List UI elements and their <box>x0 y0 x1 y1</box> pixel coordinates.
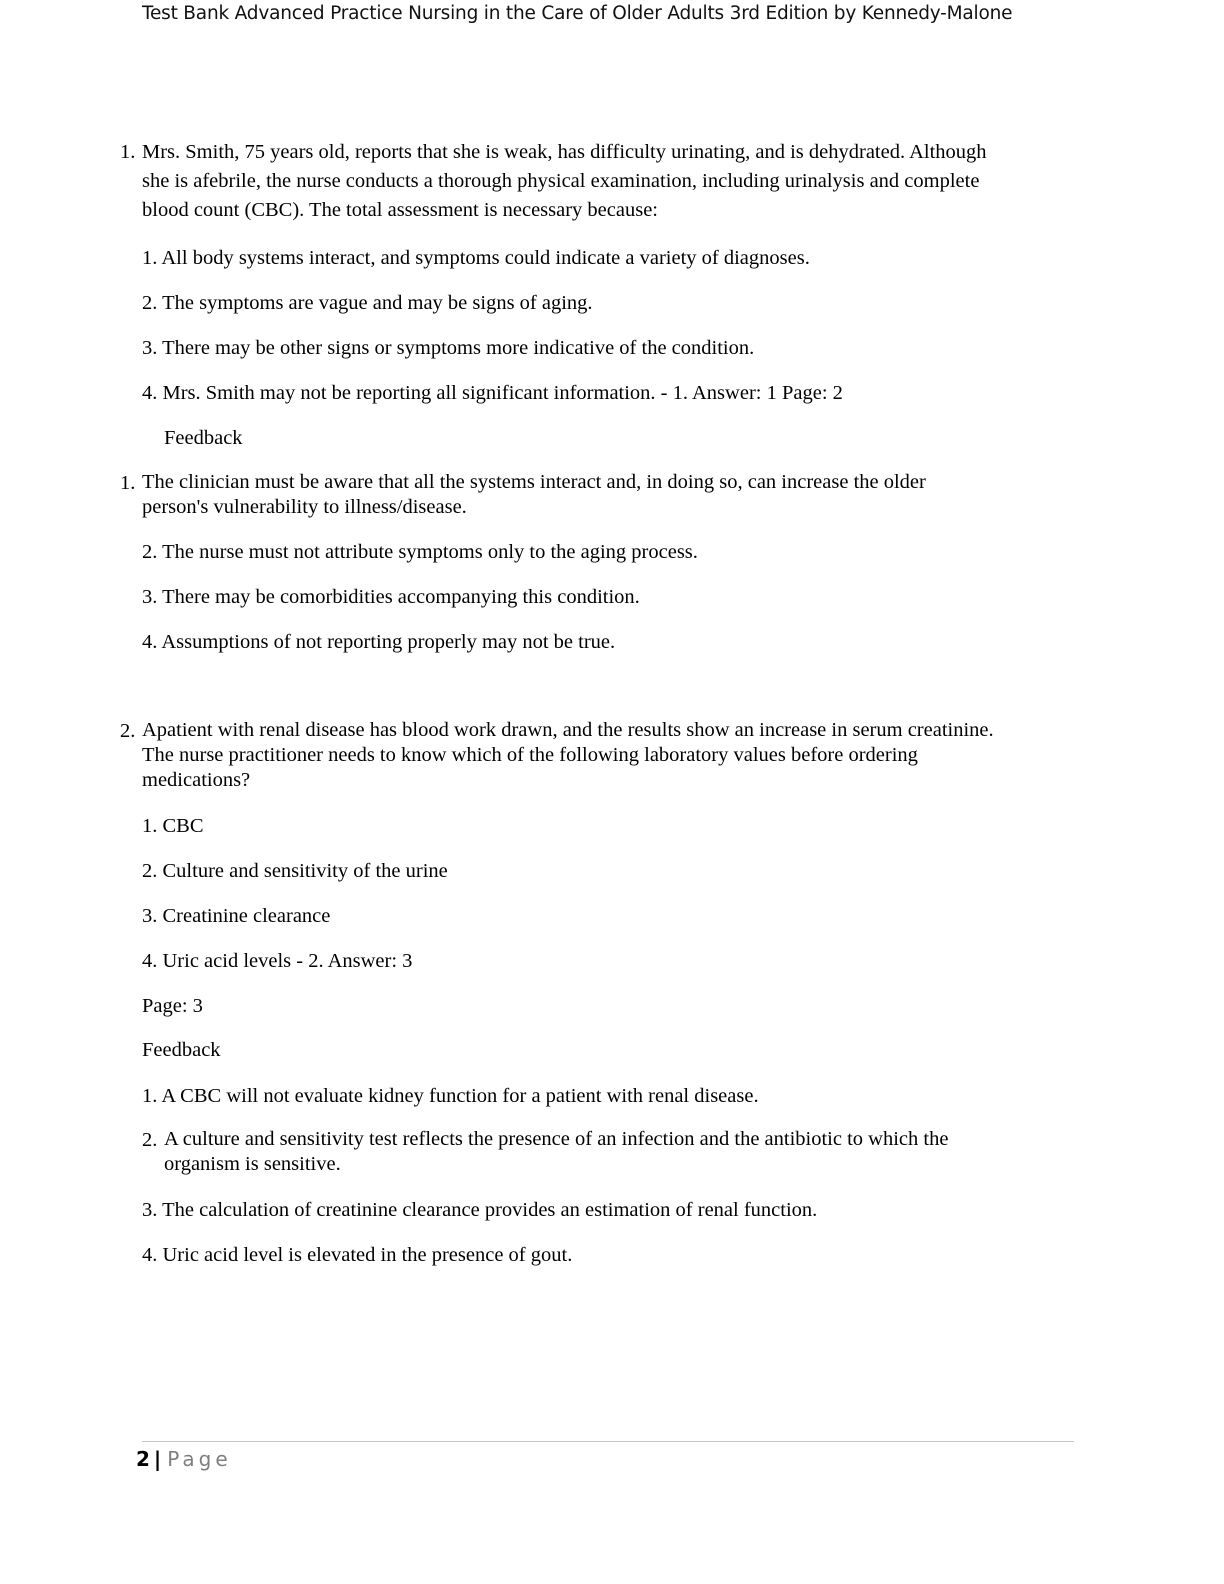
feedback-item: 4. Assumptions of not reporting properly may not be true. <box>142 631 616 653</box>
feedback-item: 4. Uric acid level is elevated in the presence of gout. <box>142 1244 573 1266</box>
stem-line: The nurse practitioner needs to know which of the following laboratory values before ordering <box>142 744 918 766</box>
answer-option: 1. CBC <box>142 815 204 837</box>
question-number: 2. <box>120 720 136 742</box>
footer-divider <box>142 1441 1074 1442</box>
feedback-item: 3. The calculation of creatinine clearance provides an estimation of renal function. <box>142 1199 818 1221</box>
feedback-item: 1. A CBC will not evaluate kidney function for a patient with renal disease. <box>142 1085 759 1107</box>
answer-option: 4. Uric acid levels - 2. Answer: 3 <box>142 950 413 972</box>
answer-option: 2. The symptoms are vague and may be signs of aging. <box>142 292 593 314</box>
answer-option: 3. There may be other signs or symptoms more indicative of the condition. <box>142 337 755 359</box>
stem-line: medications? <box>142 769 251 791</box>
page-label: Page <box>167 1447 232 1471</box>
stem-line: Mrs. Smith, 75 years old, reports that she is weak, has difficulty urinating, and is dehydrated. Although <box>142 141 987 163</box>
answer-option: 2. Culture and sensitivity of the urine <box>142 860 448 882</box>
document-header: Test Bank Advanced Practice Nursing in the Care of Older Adults 3rd Edition by Kennedy-Malone <box>142 3 1013 24</box>
question-number: 1. <box>120 141 136 163</box>
feedback-heading: Feedback <box>164 427 243 449</box>
feedback-item: 3. There may be comorbidities accompanying this condition. <box>142 586 640 608</box>
feedback-heading: Feedback <box>142 1039 221 1061</box>
feedback-item: 2. The nurse must not attribute symptoms only to the aging process. <box>142 541 698 563</box>
stem-line: she is afebrile, the nurse conducts a thorough physical examination, including urinalysis and complete <box>142 170 980 192</box>
answer-option: 4. Mrs. Smith may not be reporting all significant information. - 1. Answer: 1 Page: 2 <box>142 382 843 404</box>
answer-option: 3. Creatinine clearance <box>142 905 331 927</box>
page-reference: Page: 3 <box>142 995 203 1017</box>
stem-line: Apatient with renal disease has blood work drawn, and the results show an increase in serum creatinine. <box>142 719 994 741</box>
answer-option: 1. All body systems interact, and symptoms could indicate a variety of diagnoses. <box>142 247 810 269</box>
page-footer <box>136 1447 232 1471</box>
stem-line: blood count (CBC). The total assessment is necessary because: <box>142 199 658 221</box>
page-number: 2 <box>136 1447 150 1471</box>
footer-separator: | <box>153 1447 162 1471</box>
